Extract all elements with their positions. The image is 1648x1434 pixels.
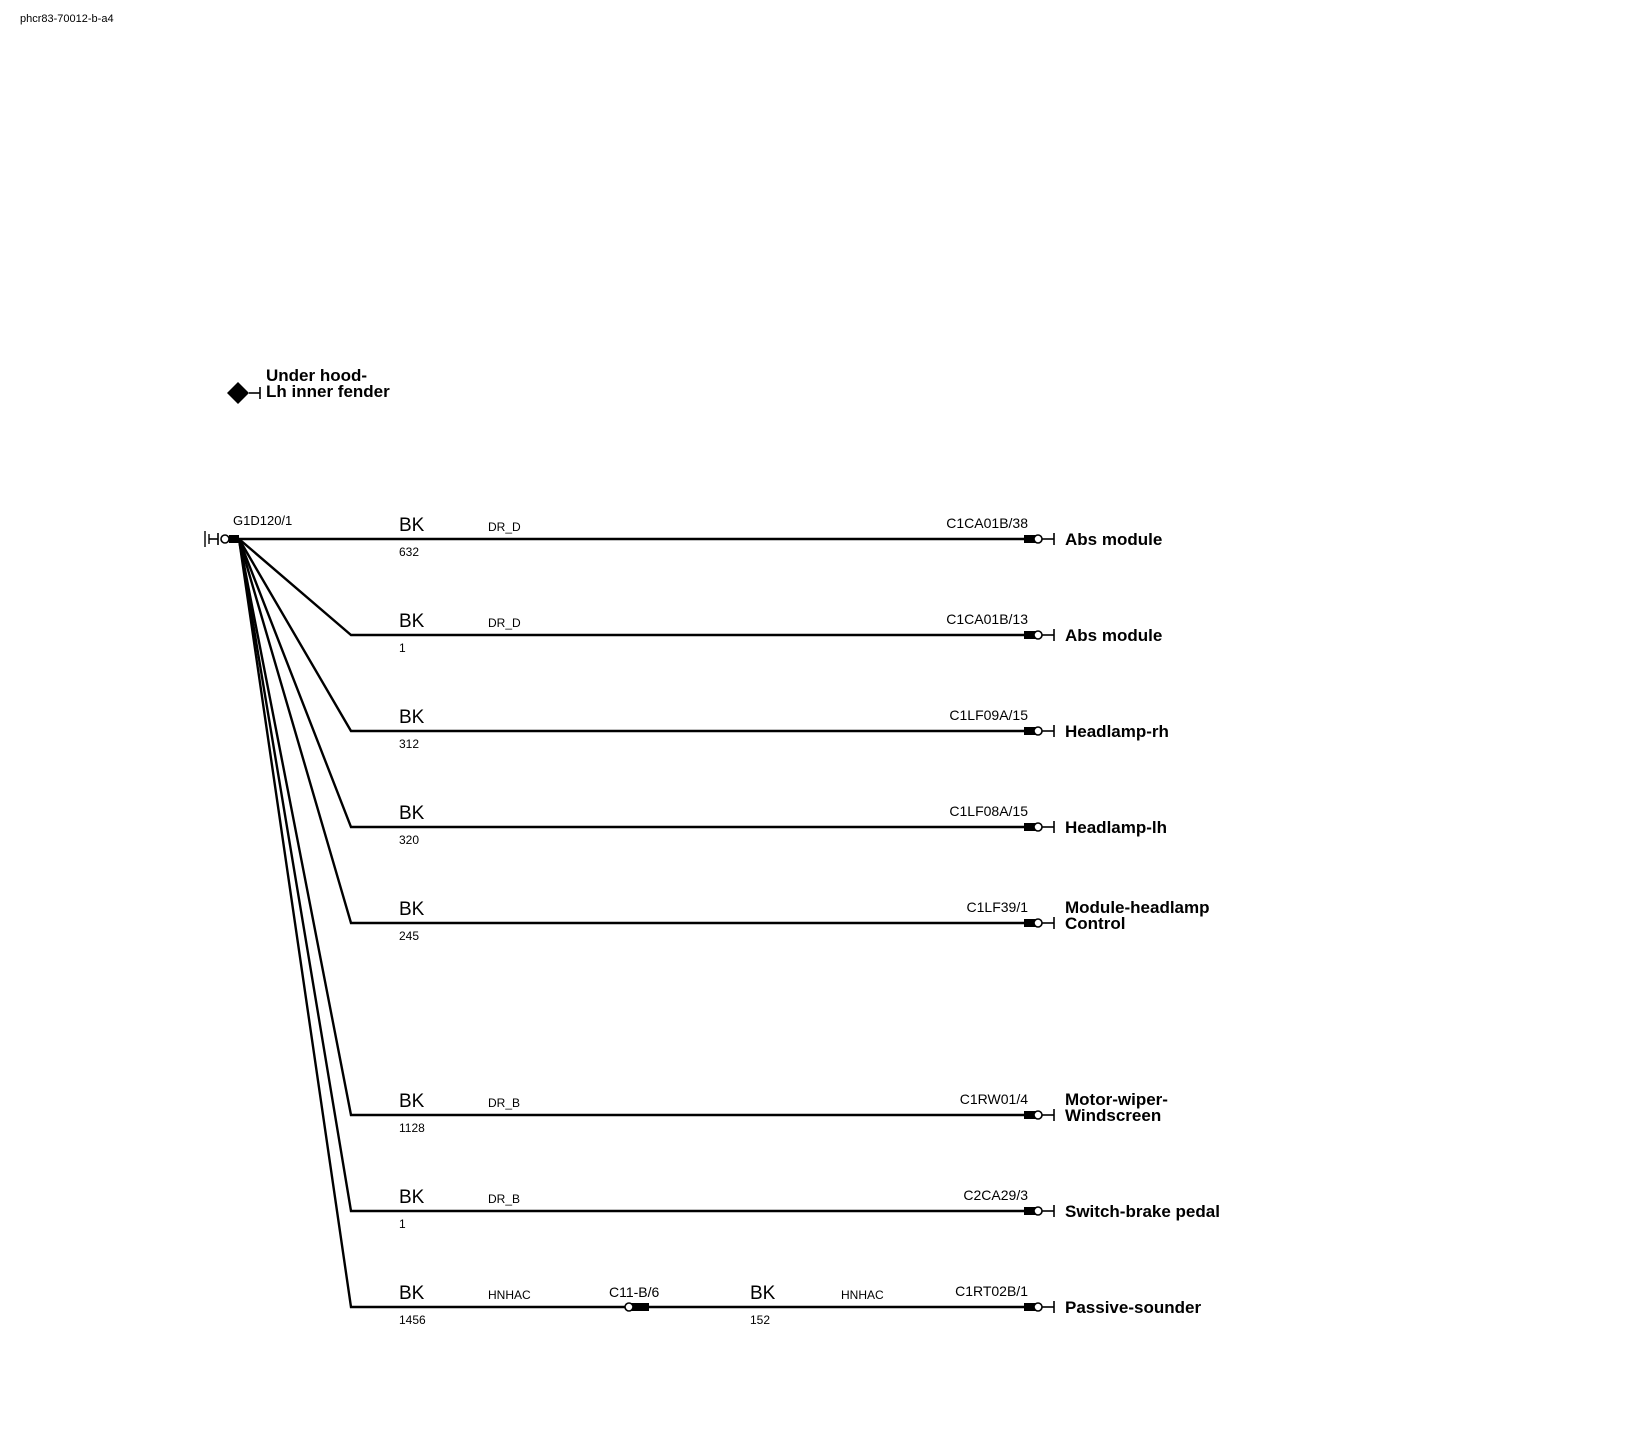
ground-terminal-symbol [205,531,239,547]
destination-label: Module-headlamp [1065,898,1210,917]
connector-pin [1034,823,1042,831]
wire-color-label: BK [399,899,425,920]
wire-number-label: 312 [399,737,420,751]
end-connector-label: C1LF39/1 [966,899,1028,915]
document-id: phcr83-70012-b-a4 [20,13,114,25]
wire-number-label: 1 [399,641,406,655]
connector-pin [1034,535,1042,543]
circuit-label: HNHAC [488,1288,531,1302]
destination-label: Switch-brake pedal [1065,1202,1220,1221]
wire-4 [239,539,1024,827]
inline-connector-pin [625,1303,633,1311]
destination-label: Control [1065,914,1126,933]
wire-number-label: 245 [399,929,420,943]
circuit-label: DR_B [488,1096,521,1110]
wire-color-label: BK [399,611,425,632]
end-connector-label: C1LF09A/15 [949,707,1028,723]
connector-pin [1034,1111,1042,1119]
connector-pin [1034,1303,1042,1311]
wire-color-label: BK [399,515,425,536]
ground-location-line2: Lh inner fender [266,382,390,401]
circuit-label: HNHAC [841,1288,884,1302]
wire-number-label: 152 [750,1313,771,1327]
circuit-label: DR_B [488,1192,521,1206]
wire-color-label: BK [750,1283,776,1304]
wire-color-label: BK [399,1091,425,1112]
connector-pin [1034,919,1042,927]
connector-pin [1034,631,1042,639]
end-connector-label: C1CA01B/13 [946,611,1028,627]
ground-connector-label: G1D120/1 [233,513,293,528]
end-connector-label: C1RT02B/1 [955,1283,1028,1299]
connector-pin [1034,1207,1042,1215]
destination-label: Passive-sounder [1065,1298,1202,1317]
wire-color-label: BK [399,803,425,824]
ground-location-line1: Under hood- [266,366,368,385]
wire-number-label: 1456 [399,1313,426,1327]
end-connector-label: C2CA29/3 [963,1187,1028,1203]
wire-number-label: 1128 [399,1121,425,1135]
end-connector-label: C1LF08A/15 [949,803,1028,819]
wire-number-label: 1 [399,1217,406,1231]
destination-label: Windscreen [1065,1106,1162,1125]
destination-label: Abs module [1065,626,1163,645]
connector-pin [1034,727,1042,735]
wire-number-label: 320 [399,833,420,847]
wire-number-label: 632 [399,545,420,559]
wire-7 [239,539,1024,1211]
wire-color-label: BK [399,1187,425,1208]
destination-label: Abs module [1065,530,1163,549]
end-connector-label: C1CA01B/38 [946,515,1028,531]
wire-2 [239,539,1024,635]
circuit-label: DR_D [488,520,521,534]
end-connector-label: C1RW01/4 [959,1091,1028,1107]
circuit-label: DR_D [488,616,521,630]
destination-label: Headlamp-rh [1065,722,1169,741]
destination-label: Motor-wiper- [1065,1090,1168,1109]
wire-color-label: BK [399,707,425,728]
circuits-group [239,515,1220,1327]
inline-connector-label: C11-B/6 [609,1284,660,1300]
ground-location-symbol [227,382,260,404]
destination-label: Headlamp-lh [1065,818,1168,837]
wire-color-label: BK [399,1283,425,1304]
